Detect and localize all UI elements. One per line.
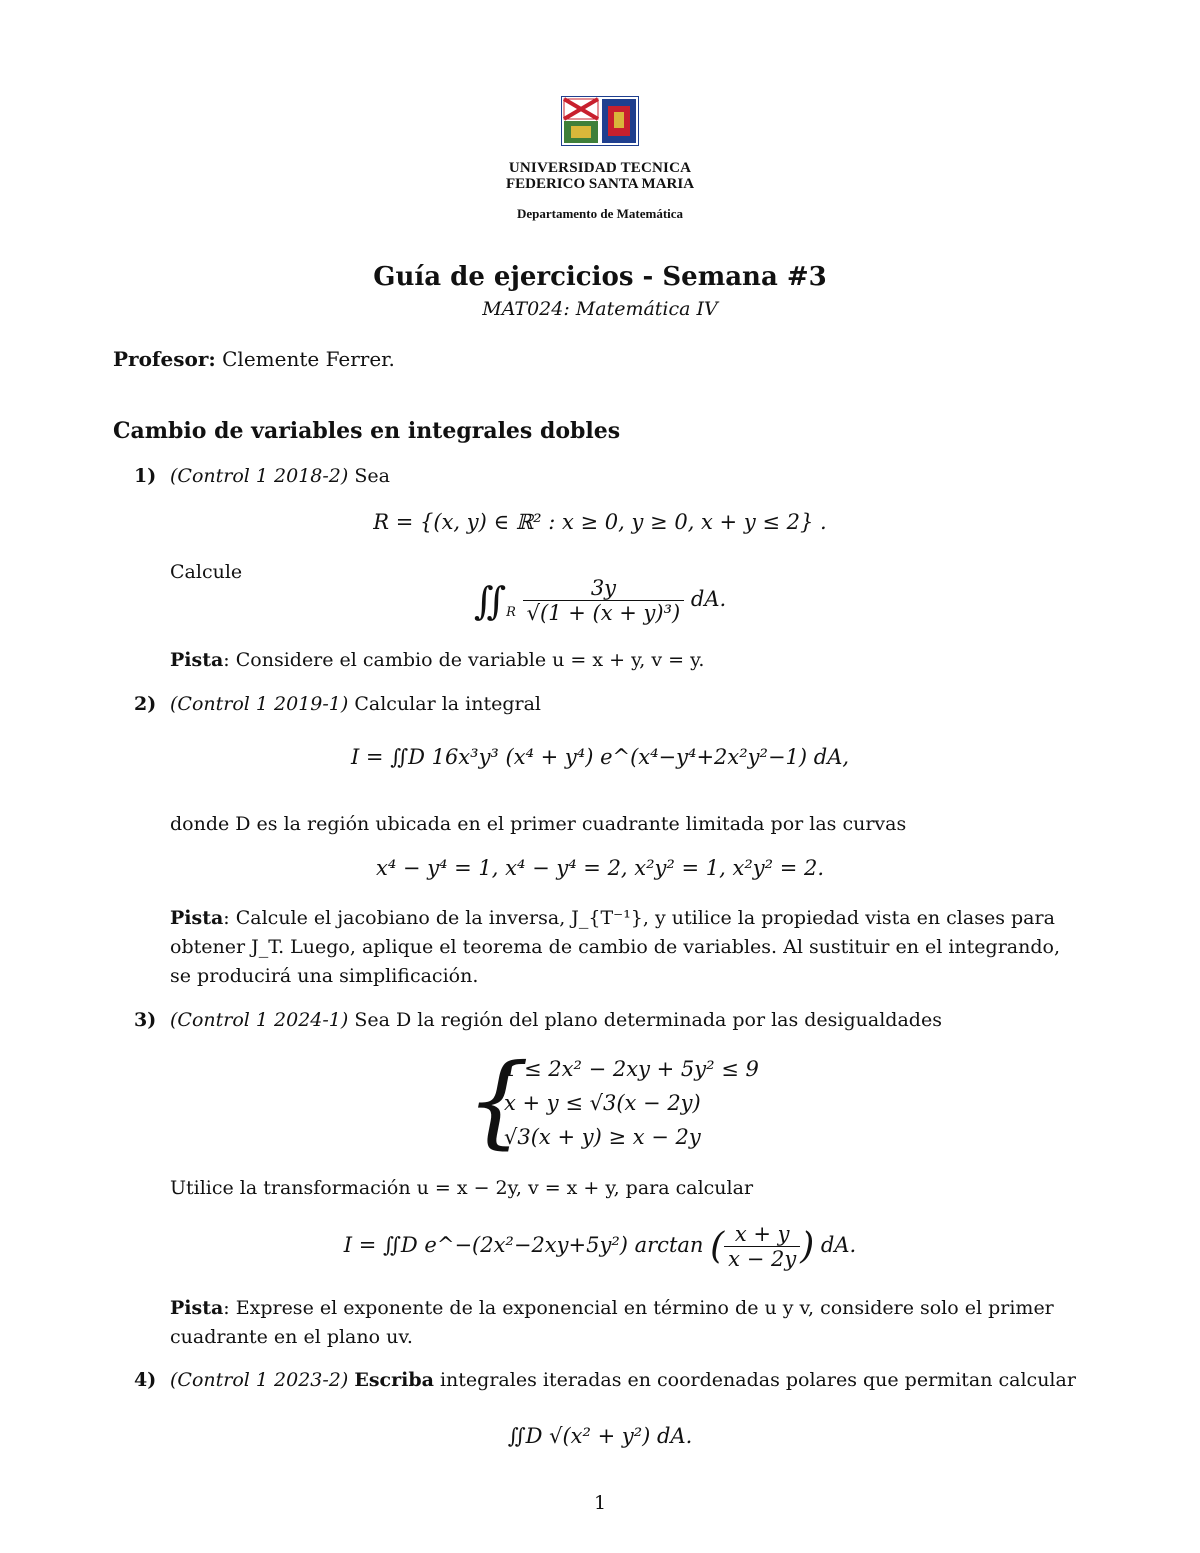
exercise-source: (Control 1 2018-2): [170, 465, 349, 487]
course-subtitle: MAT024: Matemática IV: [482, 298, 718, 320]
exercise-source: (Control 1 2019-1): [170, 693, 349, 715]
hint-text-1: : Calcule el jacobiano de la inversa, J_{T⁻¹}, y utilice la propiedad vista en clases para: [223, 907, 1055, 929]
professor-line: [113, 347, 395, 371]
fraction-numerator: 3y: [523, 576, 685, 601]
inequality-1: 1 ≤ 2x² − 2xy + 5y² ≤ 9: [504, 1057, 759, 1081]
fraction-numerator: x + y: [724, 1222, 800, 1247]
exercise-number: 3): [134, 1009, 157, 1031]
fraction-denominator: √(1 + (x + y)³): [526, 601, 681, 625]
professor-name: Clemente Ferrer.: [222, 347, 395, 371]
exercise-intro: Sea: [354, 465, 390, 487]
integral-tail: dA.: [820, 1233, 857, 1257]
exercise-1-hint: [170, 646, 1100, 675]
exercise-intro: Calcular la integral: [354, 693, 541, 715]
exercise-intro: integrales iteradas en coordenadas polares que permitan calcular: [439, 1369, 1076, 1391]
exercise-4-header: [134, 1366, 1100, 1395]
hint-line-1: [170, 1294, 1100, 1323]
exercise-3-integral: I = ∬D e^−(2x²−2xy+5y²) arctan ( $\frac{x + y}{x - 2y}$ ) dA.: [343, 1222, 857, 1271]
university-name-line1: UNIVERSIDAD TECNICA: [508, 160, 692, 176]
exercise-2-curves: x⁴ − y⁴ = 1, x⁴ − y⁴ = 2, x²y² = 1, x²y² = 2.: [375, 856, 825, 880]
hint-line-1: [170, 904, 1100, 933]
hint-line-2: obtener J_T. Luego, aplique el teorema de cambio de variables. Al sustituir en el integrando,: [170, 936, 1060, 958]
page-number: 1: [593, 1492, 607, 1514]
exercise-2-region-text: donde D es la región ubicada en el primer cuadrante limitada por las curvas: [170, 813, 907, 835]
exercise-intro: Sea D la región del plano determinada por las desigualdades: [354, 1009, 942, 1031]
hint-label: Pista: [170, 649, 224, 671]
exercise-3-transform-text: Utilice la transformación u = x − 2y, v = x + y, para calcular: [170, 1177, 754, 1199]
exercise-3-hint: [170, 1294, 1100, 1352]
hint-text: : Considere el cambio de variable u = x + y, v = y.: [223, 649, 705, 671]
exercise-number: 4): [134, 1369, 157, 1391]
exercise-2-hint: [170, 904, 1100, 991]
exercise-1-integral: $∬_R$ $\frac{3y}{\text{√(1 + (x + y)³)}}$ dA.: [473, 576, 727, 625]
exercise-3-header: [134, 1006, 1100, 1035]
exercise-4-integral: ∬D √(x² + y²) dA.: [507, 1424, 693, 1448]
arctan-fraction: [724, 1222, 800, 1271]
exercise-1-set: R = {(x, y) ∈ ℝ² : x ≥ 0, y ≥ 0, x + y ≤ 2} .: [373, 510, 827, 534]
exercise-source: (Control 1 2024-1): [170, 1009, 349, 1031]
university-logo: [561, 96, 639, 146]
exercise-1-header: [134, 462, 1100, 491]
exercise-3-system: [466, 1042, 759, 1159]
integral-tail: dA.: [690, 587, 727, 611]
university-name-line2: FEDERICO SANTA MARIA: [505, 176, 695, 192]
hint-label: Pista: [170, 907, 224, 929]
section-title: Cambio de variables en integrales dobles: [113, 418, 621, 444]
integral-fraction: [523, 576, 685, 625]
exercise-2-header: [134, 690, 1100, 719]
fraction-denominator: x − 2y: [728, 1247, 797, 1271]
inequality-2: x + y ≤ √3(x − 2y): [504, 1091, 701, 1115]
inequality-3: √3(x + y) ≥ x − 2y: [504, 1125, 701, 1149]
hint-line-2: cuadrante en el plano uv.: [170, 1326, 413, 1348]
exercise-number: 2): [134, 693, 157, 715]
exercise-number: 1): [134, 465, 157, 487]
department-name: Departamento de Matemática: [516, 206, 684, 221]
professor-label: Profesor:: [113, 347, 216, 371]
hint-text-1: : Exprese el exponente de la exponencial en término de u y v, considere solo el primer: [223, 1297, 1054, 1319]
exercise-2-integral: I = ∬D 16x³y³ (x⁴ + y⁴) e^(x⁴−y⁴+2x²y²−1) dA,: [350, 745, 850, 769]
exercise-source: (Control 1 2023-2): [170, 1369, 349, 1391]
integral-head: I = ∬D e^−(2x²−2xy+5y²) arctan: [343, 1233, 704, 1257]
page-title: Guía de ejercicios - Semana #3: [373, 262, 827, 292]
system-brace: {: [466, 1042, 530, 1159]
exercise-1-calc-label: Calcule: [170, 561, 243, 583]
hint-label: Pista: [170, 1297, 224, 1319]
hint-line-3: se producirá una simplificación.: [170, 965, 479, 987]
exercise-intro-bold: Escriba: [354, 1369, 434, 1391]
